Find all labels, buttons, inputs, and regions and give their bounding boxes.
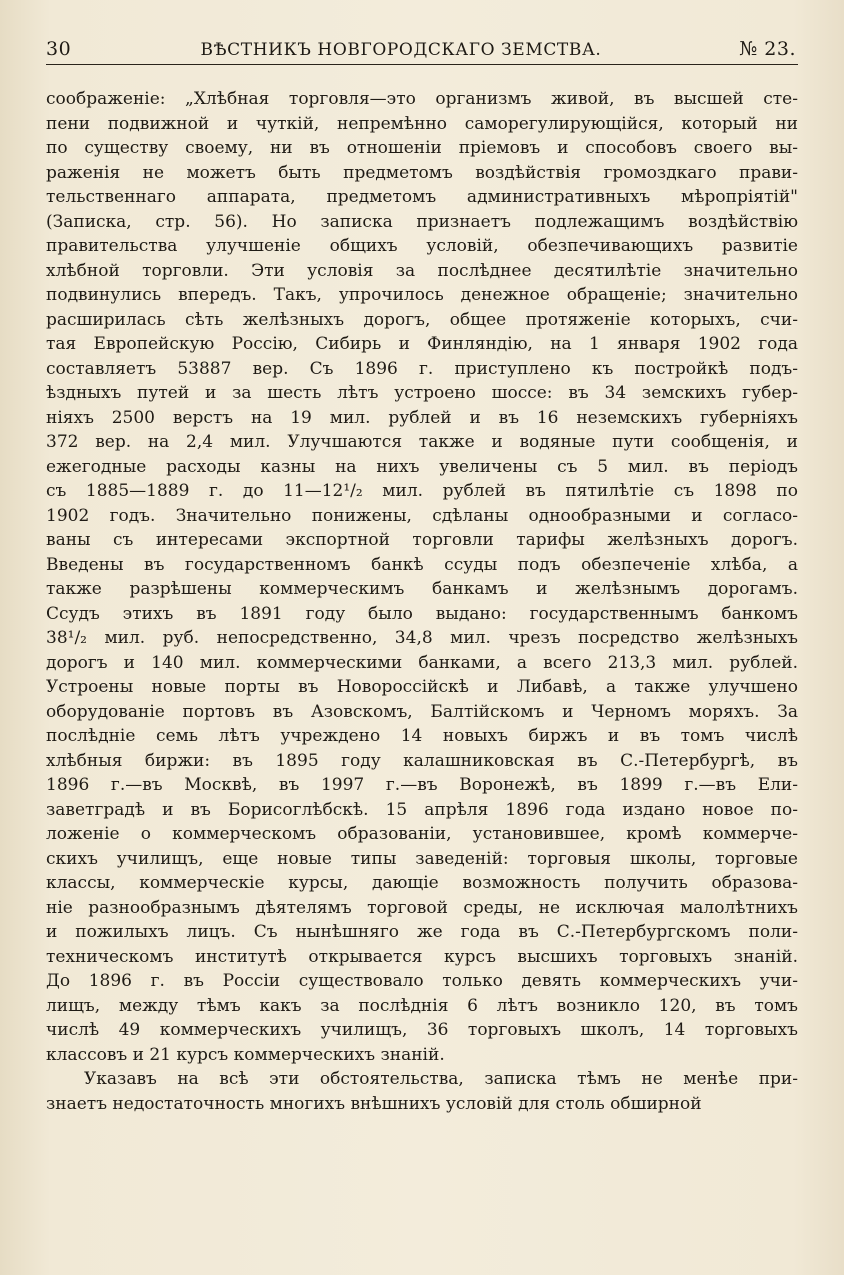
text-line: оборудованіе портовъ въ Азовскомъ, Балтійскомъ и Черномъ моряхъ. За xyxy=(46,701,798,722)
running-header xyxy=(46,34,796,64)
text-line: числѣ 49 коммерческихъ училищъ, 36 торговыхъ школъ, 14 торговыхъ xyxy=(46,1020,798,1040)
text-line: заветградѣ и въ Борисоглѣбскѣ. 15 апрѣля 1896 года издано новое по- xyxy=(46,799,798,820)
journal-title: ВѢСТНИКЪ НОВГОРОДСКАГО ЗЕМСТВА. xyxy=(200,40,602,60)
text-line: 1896 г.—въ Москвѣ, въ 1997 г.—въ Воронежѣ, въ 1899 г.—въ Ели- xyxy=(46,775,798,795)
text-line: скихъ училищъ, еще новые типы заведеній: торговыя школы, торговые xyxy=(46,848,798,869)
text-line: по существу своему, ни въ отношеніи пріемовъ и способовъ своего вы- xyxy=(46,138,798,158)
text-line: дорогъ и 140 мил. коммерческими банками, а всего 213,3 мил. рублей. xyxy=(46,652,798,673)
text-line: послѣдніе семь лѣтъ учреждено 14 новыхъ биржъ и въ томъ числѣ xyxy=(46,726,798,746)
text-line: пени подвижной и чуткій, непремѣнно саморегулирующійся, который ни xyxy=(46,113,798,134)
text-line: правительства улучшеніе общихъ условій, обезпечивающихъ развитіе xyxy=(46,236,798,256)
text-line: хлѣбныя биржи: въ 1895 году калашниковская въ С.-Петербургѣ, въ xyxy=(46,750,798,771)
header-rule xyxy=(46,64,798,65)
body-text xyxy=(46,87,798,1116)
text-line: Устроены новые порты въ Новороссійскѣ и Либавѣ, а также улучшено xyxy=(46,677,798,697)
text-line: лищъ, между тѣмъ какъ за послѣднія 6 лѣтъ возникло 120, въ томъ xyxy=(46,995,798,1016)
text-line: также разрѣшены коммерческимъ банкамъ и желѣзнымъ дорогамъ. xyxy=(46,579,798,599)
text-line: раженія не можетъ быть предметомъ воздѣйствія громоздкаго прави- xyxy=(46,162,798,183)
text-line: классовъ и 21 курсъ коммерческихъ знаній. xyxy=(46,1044,445,1065)
text-line: 38¹/₂ мил. руб. непосредственно, 34,8 мил. чрезъ посредство желѣзныхъ xyxy=(46,628,798,648)
text-line: подвинулись впередъ. Такъ, упрочилось денежное обращеніе; значительно xyxy=(46,285,798,305)
text-line: 372 вер. на 2,4 мил. Улучшаются также и водяные пути сообщенія, и xyxy=(46,432,798,452)
text-line: Ссудъ этихъ въ 1891 году было выдано: государственнымъ банкомъ xyxy=(46,603,798,624)
text-line: Введены въ государственномъ банкѣ ссуды подъ обезпеченіе хлѣба, а xyxy=(46,554,798,575)
text-line: тельственнаго аппарата, предметомъ административныхъ мѣропріятій" xyxy=(46,187,798,207)
text-line: 1902 годъ. Значительно понижены, сдѣланы однообразными и согласо- xyxy=(46,505,798,526)
issue-number: № 23. xyxy=(739,38,796,60)
text-line: ежегодные расходы казны на нихъ увеличены съ 5 мил. въ періодъ xyxy=(46,456,798,477)
text-line: ѣздныхъ путей и за шесть лѣтъ устроено шоссе: въ 34 земскихъ губер- xyxy=(46,383,798,403)
text-line: хлѣбной торговли. Эти условія за послѣднее десятилѣтіе значительно xyxy=(46,260,798,281)
text-line: техническомъ институтѣ открывается курсъ высшихъ торговыхъ знаній. xyxy=(46,946,798,967)
text-line: ложеніе о коммерческомъ образованіи, установившее, кромѣ коммерче- xyxy=(46,824,798,844)
text-line: (Записка, стр. 56). Но записка признаетъ подлежащимъ воздѣйствію xyxy=(46,211,798,232)
text-line: ніяхъ 2500 верстъ на 19 мил. рублей и въ 16 неземскихъ губерніяхъ xyxy=(46,407,798,428)
text-line: и пожилыхъ лицъ. Съ нынѣшняго же года въ С.-Петербургскомъ поли- xyxy=(46,922,798,942)
text-line: ваны съ интересами экспортной торговли тарифы желѣзныхъ дорогъ. xyxy=(46,530,798,550)
text-line: знаетъ недостаточность многихъ внѣшнихъ условій для столь обширной xyxy=(46,1093,702,1114)
page-number: 30 xyxy=(46,38,72,60)
text-line: съ 1885—1889 г. до 11—12¹/₂ мил. рублей въ пятилѣтіе съ 1898 по xyxy=(46,481,798,501)
text-line: соображеніе: „Хлѣбная торговля—это организмъ живой, въ высшей сте- xyxy=(46,89,798,109)
text-line: ніе разнообразнымъ дѣятелямъ торговой среды, не исключая малолѣтнихъ xyxy=(46,897,798,918)
text-line: составляетъ 53887 вер. Съ 1896 г. приступлено къ постройкѣ подъ- xyxy=(46,358,798,379)
text-line: тая Европейскую Россію, Сибирь и Финляндію, на 1 января 1902 года xyxy=(46,334,798,354)
text-line: До 1896 г. въ Россіи существовало только девять коммерческихъ учи- xyxy=(46,971,798,991)
text-line: Указавъ на всѣ эти обстоятельства, записка тѣмъ не менѣе при- xyxy=(84,1069,798,1089)
text-line: расширилась сѣть желѣзныхъ дорогъ, общее протяженіе которыхъ, счи- xyxy=(46,309,798,330)
text-line: классы, коммерческіе курсы, дающіе возможность получить образова- xyxy=(46,873,798,893)
